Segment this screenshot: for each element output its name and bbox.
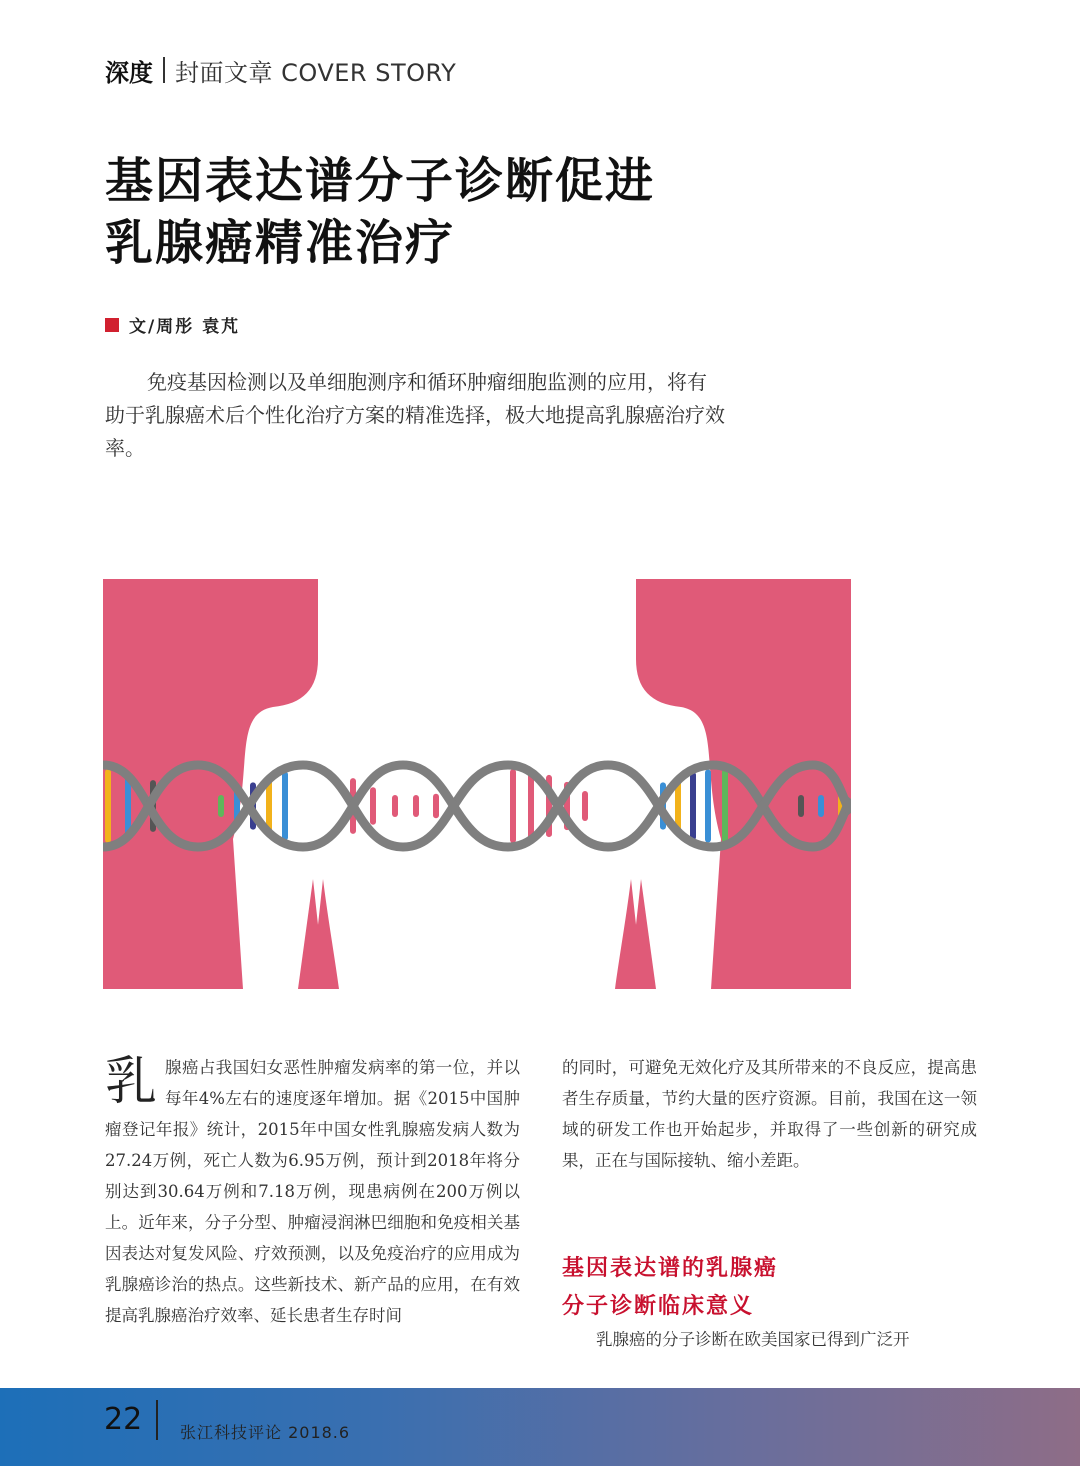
dna-helix-over-torso-illustration [103,579,851,989]
page-footer [0,1388,1080,1466]
subheading-line-1: 基因表达谱的乳腺癌 [562,1256,779,1281]
byline [105,312,240,337]
footer-divider [156,1400,158,1440]
title-line-1: 基因表达谱分子诊断促进 [105,153,656,209]
article-title [105,150,655,274]
subheading-line-2: 分子诊断临床意义 [562,1294,755,1319]
section-subheading [562,1250,778,1326]
publication-name: 张江科技评论 2018.6 [180,1423,351,1442]
category-label: 封面文章 COVER STORY [175,58,457,87]
lead-paragraph: 免疫基因检测以及单细胞测序和循环肿瘤细胞监测的应用，将有助于乳腺癌术后个性化治疗方案的精准选择，极大地提高乳腺癌治疗效率。 [105,370,725,460]
page-number: 22 [104,1402,143,1437]
title-line-2: 乳腺癌精准治疗 [105,215,456,271]
byline-text: 文/周彤 袁芃 [129,317,241,337]
body-column-2: 的同时，可避免无效化疗及其所带来的不良反应，提高患者生存质量，节约大量的医疗资源。目前，我国在这一领域的研发工作也开始起步，并取得了一些创新的研究成果，正在与国际接轨、缩小差距。 [562,1058,977,1170]
section-header [105,54,456,86]
red-square-icon [105,318,119,332]
body-text-1: 腺癌占我国妇女恶性肿瘤发病率的第一位，并以每年4%左右的速度逐年增加。据《2015中国肿瘤登记年报》统计，2015年中国女性乳腺癌发病人数为27.24万例，死亡人数为6.95万例，预计到2018年将分别达到30.64万例和7.18万例，现患病例在200万例以上。近年来，分子分型、肿瘤浸润淋巴细胞和免疫相关基因表达对复发风险、疗效预测，以及免疫治疗的应用成为乳腺癌诊治的热点。这些新技术、新产品的应用，在有效提高乳腺癌治疗效率、延长患者生存时间 [105,1058,520,1325]
section-label: 深度 [105,58,153,87]
body-column-1 [105,1052,520,1331]
body-column-2-continued: 乳腺癌的分子诊断在欧美国家已得到广泛开 [596,1330,910,1349]
dropcap: 乳 [105,1052,158,1112]
header-divider [163,57,165,83]
